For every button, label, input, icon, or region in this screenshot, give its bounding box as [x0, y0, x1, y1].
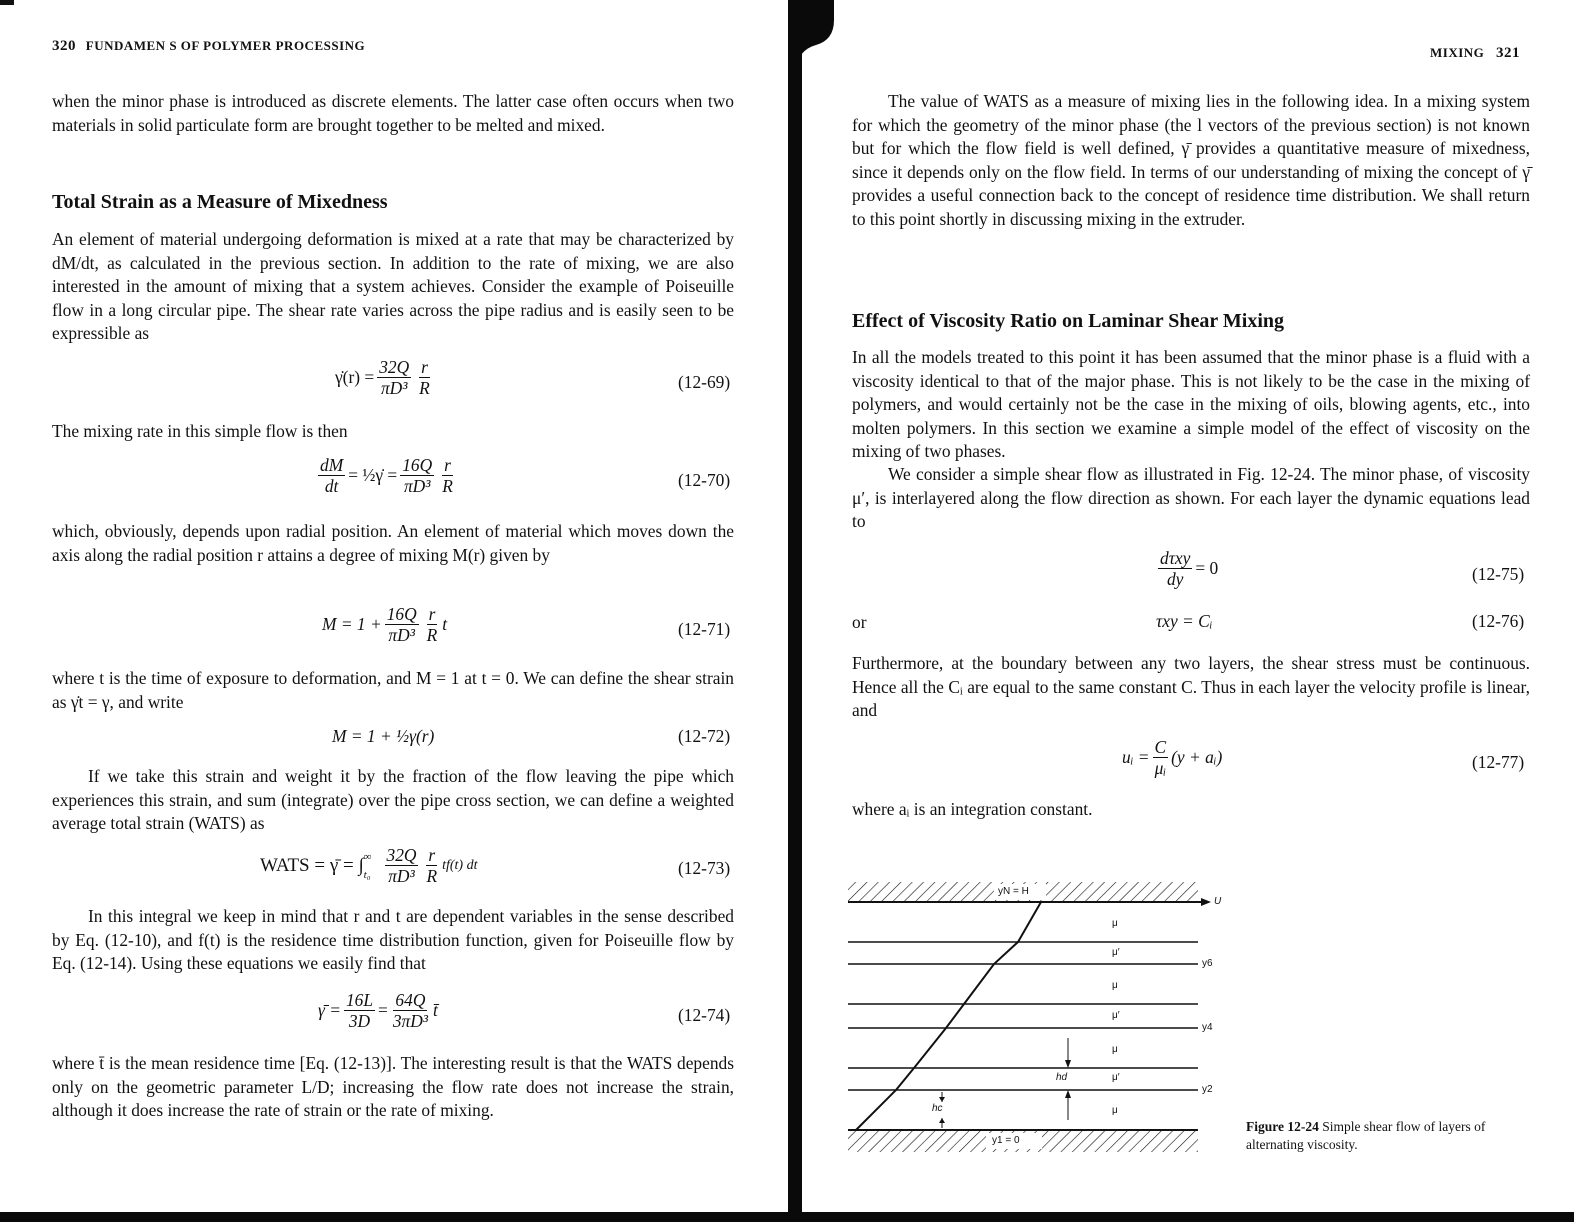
numerator: r [421, 357, 428, 377]
figure-caption [1246, 1118, 1536, 1154]
velocity-label: U [1214, 896, 1222, 907]
layer-label: μ [1112, 918, 1118, 929]
denominator: dt [324, 476, 339, 496]
denominator: R [426, 866, 438, 886]
integral-limits [364, 848, 372, 884]
scan-edge [0, 1212, 1574, 1222]
numerator: 16Q [386, 604, 417, 624]
fraction [377, 357, 411, 398]
equation-12-76 [1156, 611, 1212, 632]
equation-number: (12-77) [1472, 752, 1525, 772]
running-head-right [1430, 45, 1520, 62]
page-number: 321 [1496, 45, 1521, 61]
book-gutter [788, 0, 802, 1222]
eq-lhs: M = 1 + [322, 614, 382, 634]
eq-lhs: uᵢ = [1122, 747, 1150, 767]
paragraph: The mixing rate in this simple flow is then [52, 421, 348, 441]
denominator: 3πD³ [392, 1011, 428, 1031]
equation-number: (12-72) [678, 726, 731, 746]
paragraph: where t is the time of exposure to deformation, and M = 1 at t = 0. We can define the shear strain as γ̇t = γ, and write [52, 668, 734, 712]
fraction [1153, 737, 1169, 778]
top-wall-label: yN = H [998, 886, 1029, 897]
equation-number: (12-70) [678, 470, 731, 490]
denominator: dy [1166, 569, 1184, 589]
layer-label: μ [1112, 1105, 1118, 1116]
numerator: 32Q [386, 845, 417, 865]
denominator: 3D [348, 1011, 371, 1031]
fraction [424, 845, 439, 886]
denominator: πD³ [403, 476, 431, 496]
figure-number: Figure 12-24 [1246, 1119, 1319, 1134]
upper-limit: ∞ [363, 850, 372, 863]
eq-body: M = 1 + ½γ(r) [332, 726, 435, 746]
fraction [425, 604, 440, 645]
running-head-left [52, 38, 365, 55]
paragraph: which, obviously, depends upon radial position. An element of material which moves down the axis along the radial position r attains a degree of mixing M(r) given by [52, 521, 734, 565]
eq-body: τxy = Cᵢ [1156, 611, 1213, 631]
equation-12-72 [332, 726, 434, 747]
eq-tail: t̄ [433, 1000, 438, 1020]
equation-12-77 [1122, 737, 1222, 778]
equation-12-71 [322, 604, 447, 645]
scan-artifact [0, 0, 14, 5]
denominator: R [442, 476, 453, 496]
equation-number: (12-71) [678, 619, 731, 639]
numerator: C [1154, 737, 1167, 757]
paragraph: The value of WATS as a measure of mixing lies in the following idea. In a mixing system for which the geometry of the minor phase (the l vectors of the previous section) is not known but for which the flow field is well defined, γ̄ provides a quantitative measure of mixedness, since it depends only on the flow field. In terms of our understanding of mixing the concept of γ̄ provides a useful connection back to the concept of residence time distribution. We shall return to this point shortly in discussing mixing in the extruder. [852, 91, 1530, 229]
eq-lhs: WATS = γ̄ = ∫ [260, 854, 364, 876]
hc-label: hc [932, 1103, 943, 1114]
layer-label: μ [1112, 980, 1118, 991]
equation-12-73 [260, 845, 477, 886]
paragraph: An element of material undergoing deformation is mixed at a rate that may be characterized by dM/dt, as calculated in the previous section. In addition to the rate of mixing, we are also interested in the amount of mixing that a system achieves. Consider the example of Poiseuille flow in a long circular pipe. The shear rate varies across the pipe radius and is easily seen to be expressible as [52, 229, 734, 343]
section-heading: Effect of Viscosity Ratio on Laminar Shear Mixing [852, 310, 1285, 332]
paragraph: where t̄ is the mean residence time [Eq. (12-13)]. The interesting result is that the WATS depends only on the geometric parameter L/D; increasing the flow rate does not increase the strain, although it does increase the rate of strain or the rate of mixing. [52, 1053, 734, 1120]
equation-number: (12-75) [1472, 564, 1525, 584]
fraction [440, 455, 455, 496]
bottom-wall-label: y1 = 0 [992, 1135, 1020, 1146]
paragraph: We consider a simple shear flow as illustrated in Fig. 12-24. The minor phase, of viscosity μ′, is interlayered along the flow direction as shown. For each layer the dynamic equations lead to [852, 464, 1530, 531]
numerator: dτxy [1160, 548, 1191, 568]
lower-limit: t₀ [363, 868, 371, 881]
equation-number: (12-74) [678, 1005, 731, 1025]
fraction [385, 604, 419, 645]
numerator: 16Q [402, 455, 433, 475]
eq-tail: (y + aᵢ) [1171, 747, 1223, 767]
equation-number: (12-69) [678, 372, 731, 392]
fraction [417, 357, 432, 398]
hd-label: hd [1056, 1072, 1068, 1083]
or-label: or [852, 612, 867, 632]
numerator: r [428, 845, 436, 865]
caption-text: Simple shear flow of layers of alternating viscosity. [1246, 1119, 1486, 1152]
fraction [344, 990, 375, 1031]
page-number: 320 [52, 38, 76, 54]
shear-flow-diagram-icon [846, 880, 1236, 1160]
eq-lhs: γ̇(r) = [335, 367, 375, 387]
eq-lhs: γ̄ = [318, 1000, 341, 1020]
fraction [318, 455, 345, 496]
equation-12-74 [318, 990, 438, 1031]
denominator: πD³ [380, 378, 408, 398]
layer-label: μ′ [1112, 947, 1120, 958]
layer-label: μ [1112, 1044, 1118, 1055]
paragraph: If we take this strain and weight it by the fraction of the flow leaving the pipe which experiences this strain, and sum (integrate) over the pipe cross section, we can define a weighted average total strain (WATS) as [52, 766, 734, 833]
eq-tail: t [442, 614, 448, 634]
paragraph: where aᵢ is an integration constant. [852, 799, 1093, 819]
numerator: dM [320, 455, 344, 475]
numerator: 16L [345, 990, 373, 1010]
paragraph: Furthermore, at the boundary between any two layers, the shear stress must be continuous. Hence all the Cᵢ are equal to the same constant C. Thus in each layer the velocity profile is linear, and [852, 653, 1530, 720]
paragraph: In all the models treated to this point it has been assumed that the minor phase is a fluid with a viscosity identical to that of the major phase. This is not likely to be the case in the mixing of polymers, and would certainly not be the case in the mixing of oils, blowing agents, etc., into molten polymers. In this section we examine a simple model of the effect of viscosity on the mixing of two phases. [852, 347, 1530, 461]
running-title: MIXING [1430, 45, 1485, 60]
denominator: πD³ [388, 866, 415, 886]
paragraph: In this integral we keep in mind that r and t are dependent variables in the sense described by Eq. (12-10), and f(t) is the residence time distribution function, given for Poiseuille flow by Eq. (12-14). Using these equations we easily find that [52, 906, 734, 973]
figure-12-24 [846, 880, 1236, 1160]
section-heading: Total Strain as a Measure of Mixedness [52, 191, 388, 213]
fraction [400, 455, 434, 496]
paragraph: when the minor phase is introduced as discrete elements. The latter case often occurs when two materials in solid particulate form are brought together to be melted and mixed. [52, 91, 734, 135]
denominator: μᵢ [1154, 758, 1167, 778]
numerator: 64Q [395, 990, 426, 1010]
layer-label: μ′ [1112, 1010, 1120, 1021]
eq-mid: = [378, 1000, 388, 1020]
boundary-label: y6 [1202, 958, 1213, 969]
equation-number: (12-76) [1472, 611, 1525, 631]
numerator: r [428, 604, 436, 624]
fraction [385, 845, 419, 886]
layer-label: μ′ [1112, 1072, 1120, 1083]
fraction [1158, 548, 1192, 589]
boundary-label: y4 [1202, 1022, 1213, 1033]
eq-tail: tf(t) dt [442, 857, 478, 873]
denominator: R [426, 625, 438, 645]
equation-number: (12-73) [678, 858, 731, 878]
equation-12-75 [1155, 548, 1218, 589]
equation-12-69 [335, 357, 435, 398]
numerator: r [444, 455, 451, 475]
equation-12-70 [315, 455, 458, 496]
eq-rhs: = 0 [1195, 558, 1219, 578]
running-title: FUNDAMEN S OF POLYMER PROCESSING [85, 38, 366, 53]
denominator: πD³ [388, 625, 415, 645]
numerator: 32Q [379, 357, 410, 377]
eq-mid: = ½γ̇ = [348, 465, 398, 485]
fraction [391, 990, 430, 1031]
boundary-label: y2 [1202, 1084, 1213, 1095]
denominator: R [419, 378, 430, 398]
